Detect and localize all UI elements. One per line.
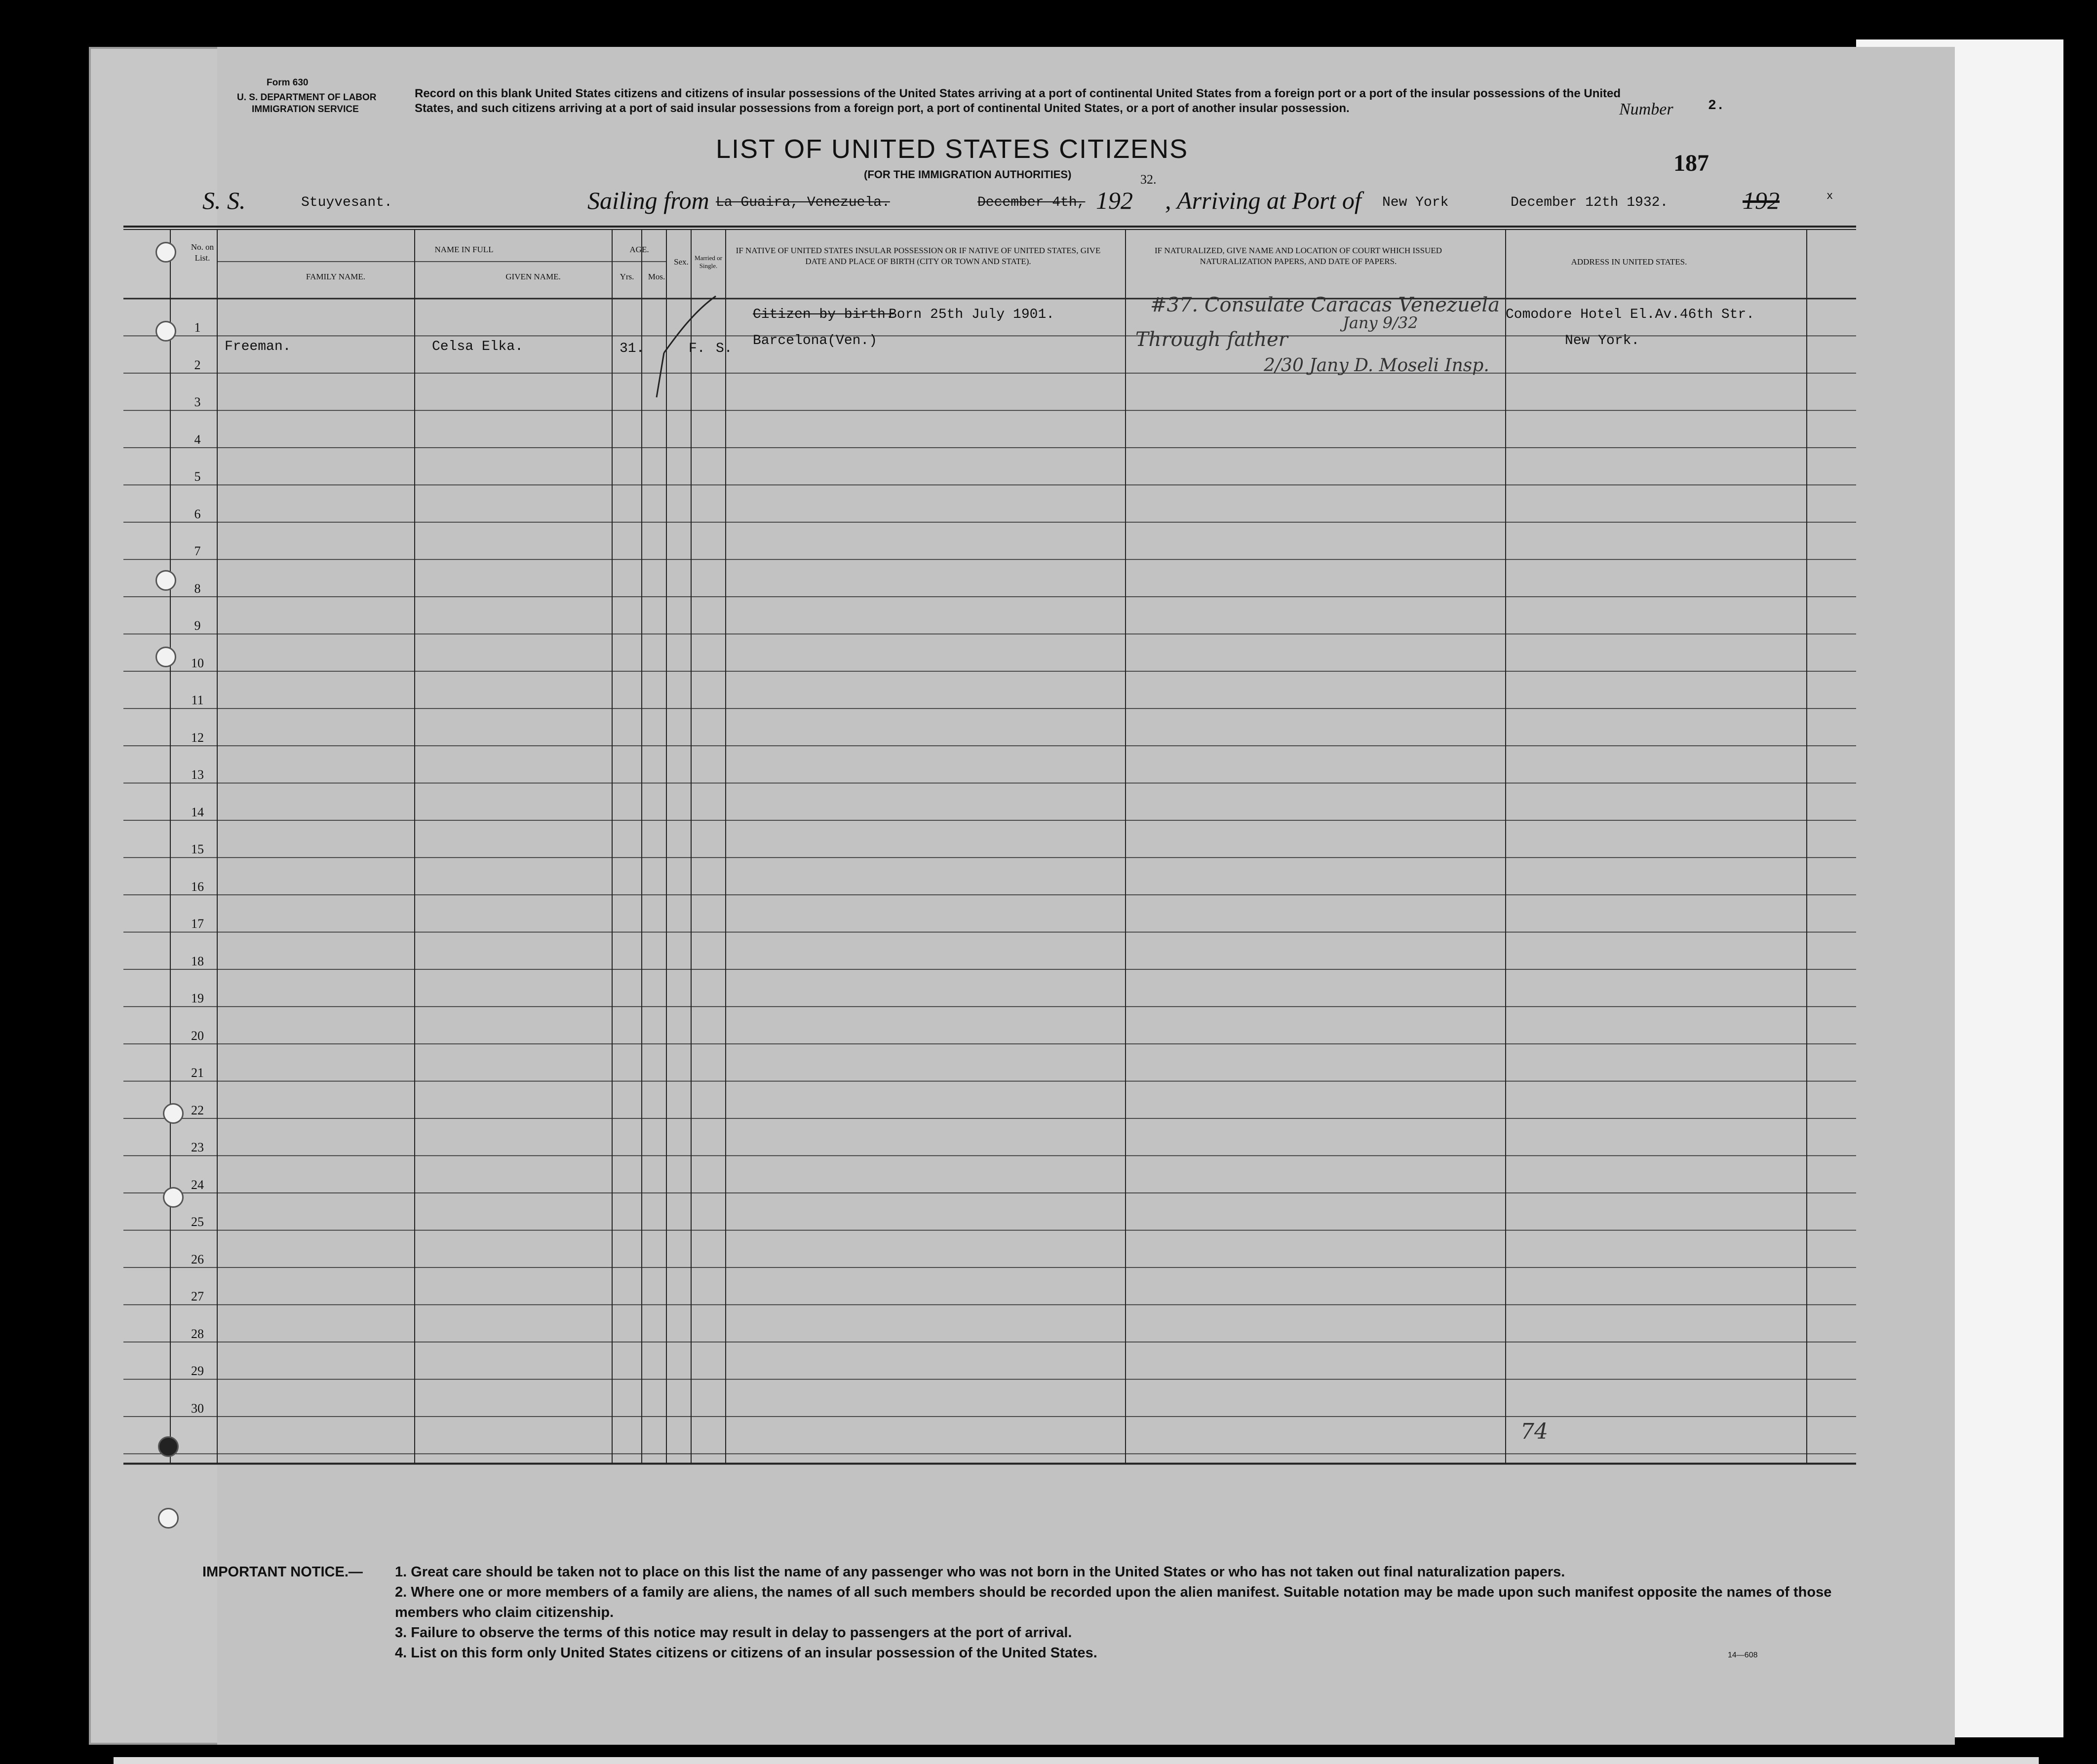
- binder-hole: [155, 570, 176, 591]
- binder-hole: [158, 1508, 179, 1529]
- row-number: 7: [194, 544, 201, 558]
- col-given-name: GIVEN NAME.: [505, 272, 561, 281]
- row-number: 18: [191, 954, 204, 968]
- row-number: 16: [191, 879, 204, 894]
- col-no-on-list: No. on List.: [191, 242, 214, 263]
- row-number: 13: [191, 767, 204, 782]
- col-age: AGE.: [629, 245, 649, 254]
- entry-birth-crossed: Citizen by birth.: [753, 307, 894, 322]
- row-number: 25: [191, 1215, 204, 1229]
- binder-hole: [163, 1187, 184, 1208]
- entry-family-name: Freeman.: [225, 339, 291, 354]
- col-sex: Sex.: [674, 257, 689, 267]
- col-native-info: IF NATIVE OF UNITED STATES INSULAR POSSESSION OR IF NATIVE OF UNITED STATES, GIVE DATE AND PLACE OF BIRTH (CITY OR TOWN AND STATE).: [736, 246, 1101, 266]
- x-marks: x: [1826, 190, 1833, 202]
- number-label: Number: [1619, 100, 1673, 118]
- department: U. S. DEPARTMENT OF LABOR: [237, 92, 377, 103]
- row-number: 10: [191, 655, 204, 670]
- instructions: Record on this blank United States citizens and citizens of insular possessions of the United States arriving at a port of continental United States from a foreign port or a port of the insular possessions of the United States, and such citizens arriving at a port of said insular possessions from a foreign port, a port of continental United States, or a port of another insular possession.: [415, 87, 1621, 115]
- print-code: 14—608: [1728, 1651, 1758, 1659]
- col-age-yrs: Yrs.: [620, 272, 634, 281]
- notice-item-2: 2. Where one or more members of a family are aliens, the names of all such members should be recorded upon the alien manifest. Suitable notation may be made upon such manifest opposite the names of those members who claim citizenship.: [395, 1584, 1832, 1620]
- footer-mark: 74: [1520, 1419, 1548, 1444]
- manifest-table-grid: [89, 47, 1925, 1745]
- col-family-name: FAMILY NAME.: [306, 272, 366, 281]
- col-name-in-full: NAME IN FULL: [434, 245, 494, 254]
- entry-naturalized-hand1: #37. Consulate Caracas Venezuela: [1150, 294, 1500, 316]
- entry-naturalized-hand3: 2/30 Jany D. Moseli Insp.: [1264, 355, 1489, 376]
- col-age-mos: Mos.: [648, 272, 665, 281]
- service: IMMIGRATION SERVICE: [252, 104, 359, 115]
- notice-item-4: 4. List on this form only United States citizens or citizens of an insular possession of the United States.: [395, 1645, 1097, 1661]
- arrival-year-crossed: 192: [1743, 187, 1780, 214]
- binder-hole: [158, 1436, 179, 1457]
- entry-naturalized-hand2: Through father: [1135, 328, 1288, 351]
- entry-age-yrs: 31.: [620, 341, 645, 356]
- entry-birth-line1: Born 25th July 1901.: [889, 307, 1055, 322]
- row-number: 26: [191, 1252, 204, 1266]
- binder-hole: [163, 1103, 184, 1124]
- binder-hole: [155, 242, 176, 263]
- entry-address-line2: New York.: [1565, 333, 1640, 348]
- notice-item-1: 1. Great care should be taken not to place on this list the name of any passenger who was not born in the United States or who has not taken out final naturalization papers.: [395, 1564, 1565, 1580]
- entry-address-line1: Comodore Hotel El.Av.46th Str.: [1506, 307, 1755, 322]
- row-number: 19: [191, 991, 204, 1005]
- row-number: 9: [194, 618, 201, 633]
- page-subtitle: (FOR THE IMMIGRATION AUTHORITIES): [864, 168, 1072, 181]
- row-number: 1: [194, 320, 201, 335]
- row-number: 11: [191, 693, 204, 707]
- arriving-label: , Arriving at Port of: [1165, 187, 1361, 214]
- arrival-date: December 12th 1932.: [1511, 195, 1669, 210]
- row-number: 8: [194, 581, 201, 596]
- binder-hole: [155, 321, 176, 342]
- row-number: 17: [191, 917, 204, 931]
- row-number: 22: [191, 1103, 204, 1117]
- col-naturalized-info: IF NATURALIZED, GIVE NAME AND LOCATION OF COURT WHICH ISSUED NATURALIZATION PAPERS, AND DATE OF PAPERS.: [1154, 246, 1442, 266]
- row-number: 5: [194, 469, 201, 484]
- row-number: 4: [194, 432, 201, 447]
- check-mark: [652, 294, 721, 402]
- col-address: ADDRESS IN UNITED STATES.: [1571, 257, 1687, 267]
- ship-name: Stuyvesant.: [301, 195, 392, 210]
- row-number: 28: [191, 1326, 204, 1341]
- entry-naturalized-date: Jany 9/32: [1343, 313, 1418, 332]
- row-number: 6: [194, 506, 201, 521]
- col-married-single: Married or Single.: [695, 254, 722, 269]
- row-number: 23: [191, 1140, 204, 1154]
- form-number: Form 630: [267, 77, 309, 88]
- row-number: 12: [191, 730, 204, 745]
- arrival-port: New York: [1382, 195, 1449, 210]
- sailing-from: La Guaira, Venezuela.: [716, 195, 890, 210]
- year-prefix: 192: [1096, 187, 1133, 214]
- row-number: 30: [191, 1401, 204, 1416]
- notice-item-3: 3. Failure to observe the terms of this notice may result in delay to passengers at the port of arrival.: [395, 1625, 1072, 1641]
- entry-given-name: Celsa Elka.: [432, 339, 523, 354]
- year-written: 32.: [1140, 172, 1157, 187]
- row-number: 14: [191, 805, 204, 819]
- notice-heading: IMPORTANT NOTICE.—: [202, 1564, 363, 1580]
- number-value: 2.: [1708, 98, 1725, 114]
- row-number: 15: [191, 842, 204, 856]
- row-number: 27: [191, 1289, 204, 1304]
- ss-label: S. S.: [202, 187, 246, 214]
- row-number: 29: [191, 1364, 204, 1378]
- page-number: 187: [1673, 150, 1709, 176]
- row-number: 24: [191, 1177, 204, 1192]
- binder-hole: [155, 647, 176, 667]
- row-number: 2: [194, 357, 201, 372]
- page-title: LIST OF UNITED STATES CITIZENS: [716, 134, 1189, 164]
- page-stack-bottom: [114, 1757, 2039, 1764]
- row-number: 20: [191, 1028, 204, 1043]
- row-number: 3: [194, 395, 201, 409]
- entry-birth-line2: Barcelona(Ven.): [753, 333, 878, 348]
- notice-items: [395, 1562, 1851, 1663]
- row-number: 21: [191, 1066, 204, 1080]
- entry-marital: S.: [716, 341, 733, 356]
- departure-date: December 4th,: [977, 195, 1086, 210]
- manifest-sheet: [89, 47, 1925, 1745]
- entry-sex: F.: [689, 341, 705, 356]
- sailing-label: Sailing from: [587, 187, 709, 214]
